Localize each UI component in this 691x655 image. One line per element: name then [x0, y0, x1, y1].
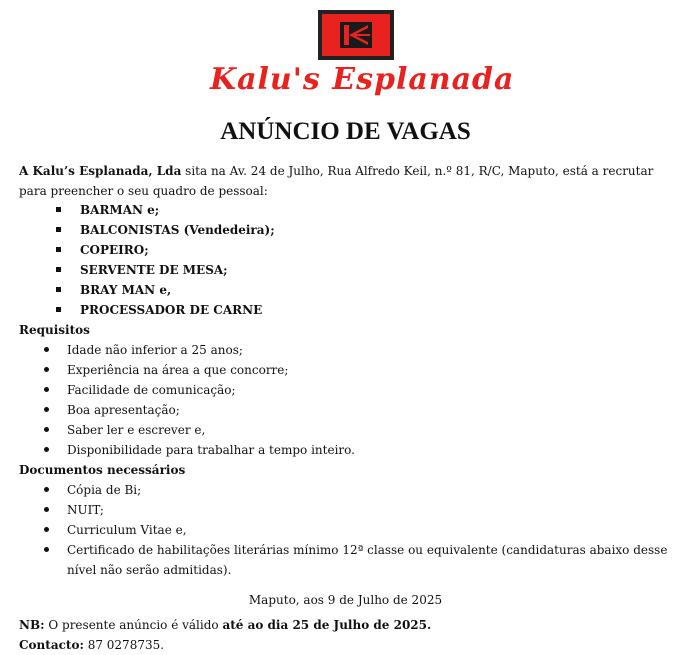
requirement-item: Disponibilidade para trabalhar a tempo inteiro. — [67, 443, 355, 457]
contact-line — [19, 635, 164, 655]
position-item: COPEIRO; — [80, 243, 149, 257]
intro-text: sita na Av. 24 de Julho, Rua Alfredo Keil, n.º 81, R/C, Maputo, está a recrutar para preencher o seu quadro de pessoal: — [19, 164, 654, 198]
bullet-dot-icon — [44, 507, 49, 512]
bullet-dot-icon — [44, 427, 49, 432]
bullet-dot-icon — [44, 447, 49, 452]
bullet-square-icon — [56, 247, 61, 252]
bullet-dot-icon — [44, 527, 49, 532]
position-item: BARMAN e; — [80, 203, 160, 217]
note-deadline: até ao dia 25 de Julho de 2025. — [222, 618, 432, 632]
brand-name: Kalu's Esplanada — [210, 62, 515, 97]
position-item: BALCONISTAS (Vendedeira); — [80, 223, 275, 237]
bullet-square-icon — [56, 287, 61, 292]
requirement-item: Idade não inferior a 25 anos; — [67, 343, 243, 357]
documents-heading: Documentos necessários — [19, 463, 186, 477]
contact-label: Contacto: — [19, 638, 84, 652]
note-line — [19, 615, 431, 635]
requirement-item: Experiência na área a que concorre; — [67, 363, 289, 377]
bullet-square-icon — [56, 307, 61, 312]
bullet-dot-icon — [44, 347, 49, 352]
document-item: Curriculum Vitae e, — [67, 523, 187, 537]
date-line: Maputo, aos 9 de Julho de 2025 — [248, 593, 443, 607]
requirements-heading: Requisitos — [19, 323, 90, 337]
bullet-dot-icon — [44, 487, 49, 492]
document-item: NUIT; — [67, 503, 104, 517]
bullet-square-icon — [56, 227, 61, 232]
requirement-item: Saber ler e escrever e, — [67, 423, 206, 437]
company-name: A Kalu’s Esplanada, Lda — [19, 164, 182, 178]
requirement-item: Facilidade de comunicação; — [67, 383, 236, 397]
bullet-square-icon — [56, 207, 61, 212]
requirement-item: Boa apresentação; — [67, 403, 180, 417]
page-title: ANÚNCIO DE VAGAS — [220, 118, 471, 145]
bullet-dot-icon — [44, 387, 49, 392]
intro-paragraph — [19, 161, 684, 201]
bullet-dot-icon — [44, 547, 49, 552]
note-text: O presente anúncio é válido — [44, 618, 223, 632]
company-logo — [318, 10, 394, 60]
note-label: NB: — [19, 618, 45, 632]
document-item: Certificado de habilitações literárias mínimo 12ª classe ou equivalente (candidaturas abaixo desse nível não serão admitidas). — [67, 543, 668, 577]
position-item: PROCESSADOR DE CARNE — [80, 303, 263, 317]
bullet-square-icon — [56, 267, 61, 272]
document-item: Cópia de Bi; — [67, 483, 142, 497]
bullet-dot-icon — [44, 407, 49, 412]
contact-value: 87 0278735. — [83, 638, 165, 652]
position-item: SERVENTE DE MESA; — [80, 263, 228, 277]
position-item: BRAY MAN e, — [80, 283, 172, 297]
logo-k-icon — [322, 14, 390, 56]
bullet-dot-icon — [44, 367, 49, 372]
